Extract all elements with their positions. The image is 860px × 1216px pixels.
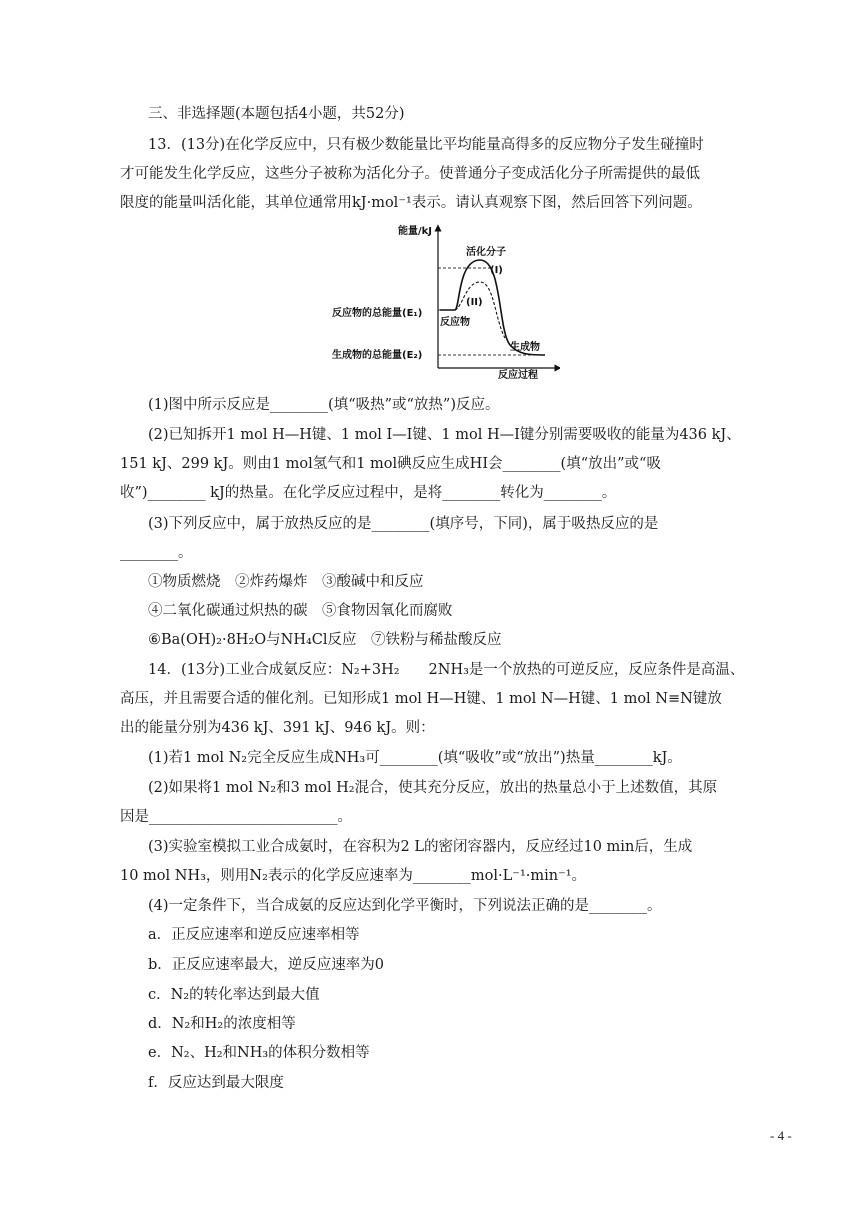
q14-choice-f: f．反应达到最大限度 xyxy=(148,1075,284,1091)
q13-part-2-line-3: 收”)________ kJ的热量。在化学反应过程中，是将________转化为________。 xyxy=(120,485,617,501)
curve-II-label: (II) xyxy=(466,297,483,308)
q14-part-3-line-1: (3)实验室模拟工业合成氨时，在容积为2 L的密闭容器内，反应经过10 min后，生成 xyxy=(148,839,693,855)
q14-choice-c: c．N₂的转化率达到最大值 xyxy=(148,987,320,1003)
q14-stem-line-1: 14．(13分)工业合成氨反应：N₂+3H₂ 2NH₃是一个放热的可逆反应，反应条件是高温、 xyxy=(148,662,745,678)
q14-part-4: (4)一定条件下，当合成氨的反应达到化学平衡时，下列说法正确的是________。 xyxy=(148,898,662,914)
q13-part-2-line-2: 151 kJ、299 kJ。则由1 mol氢气和1 mol碘反应生成HI会________(填“放出”或“吸 xyxy=(120,456,661,472)
q13-option-line-3: ⑥Ba(OH)₂·8H₂O与NH₄Cl反应 ⑦铁粉与稀盐酸反应 xyxy=(148,632,502,648)
q14-choice-d: d．N₂和H₂的浓度相等 xyxy=(148,1016,296,1032)
reactant-label: 反应物 xyxy=(440,317,470,328)
q14-stem-line-3: 出的能量分别为436 kJ、391 kJ、946 kJ。则： xyxy=(120,720,435,736)
activated-molecule-label: 活化分子 xyxy=(466,247,506,258)
q14-part-3-line-2: 10 mol NH₃，则用N₂表示的化学反应速率为________mol·L⁻¹·min⁻¹。 xyxy=(120,868,587,884)
q13-stem-line-3: 限度的能量叫活化能，其单位通常用kJ·mol⁻¹表示。请认真观察下图，然后回答下列问题。 xyxy=(120,195,702,211)
q14-stem-line-2: 高压，并且需要合适的催化剂。已知形成1 mol H—H键、1 mol N—H键、1 mol N≡N键放 xyxy=(120,691,722,707)
q13-part-3-line-1: (3)下列反应中，属于放热反应的是________(填序号，下同)，属于吸热反应的是 xyxy=(148,516,659,532)
page-number: - 4 - xyxy=(770,1128,792,1143)
e2-label: 生成物的总能量(E₂) xyxy=(332,350,423,361)
curve-I-label: (I) xyxy=(490,265,503,276)
x-axis-label: 反应过程 xyxy=(498,370,538,380)
q13-part-3-line-2: ________。 xyxy=(120,545,193,561)
q13-option-line-1: ①物质燃烧 ②炸药爆炸 ③酸碱中和反应 xyxy=(148,574,424,590)
product-label: 生成物 xyxy=(510,342,540,353)
q13-stem-line-2: 才可能发生化学反应，这些分子被称为活化分子。使普通分子变成活化分子所需提供的最低 xyxy=(120,166,700,182)
q14-choice-e: e．N₂、H₂和NH₃的体积分数相等 xyxy=(148,1045,370,1061)
q13-stem-line-1: 13．(13分)在化学反应中，只有极少数能量比平均能量高得多的反应物分子发生碰撞时 xyxy=(148,137,704,153)
energy-diagram xyxy=(330,220,560,380)
q14-part-2-line-2: 因是__________________________。 xyxy=(120,809,352,825)
q14-choice-b: b．正反应速率最大，逆反应速率为0 xyxy=(148,957,385,973)
y-axis-label: 能量/kJ xyxy=(398,226,433,237)
q13-part-2-line-1: (2)已知拆开1 mol H—H键、1 mol I—I键、1 mol H—I键分别需要吸收的能量为436 kJ、 xyxy=(148,427,741,443)
q14-part-2-line-1: (2)如果将1 mol N₂和3 mol H₂混合，使其充分反应，放出的热量总小于上述数值，其原 xyxy=(148,780,718,796)
q14-part-1: (1)若1 mol N₂完全反应生成NH₃可________(填“吸收”或“放出”)热量________kJ。 xyxy=(148,750,682,766)
e1-label: 反应物的总能量(E₁) xyxy=(332,308,423,319)
q14-choice-a: a．正反应速率和逆反应速率相等 xyxy=(148,927,360,943)
section-heading: 三、非选择题(本题包括4小题，共52分) xyxy=(148,106,405,122)
q13-part-1: (1)图中所示反应是________(填“吸热”或“放热”)反应。 xyxy=(148,397,500,413)
q13-option-line-2: ④二氧化碳通过炽热的碳 ⑤食物因氧化而腐败 xyxy=(148,603,453,619)
